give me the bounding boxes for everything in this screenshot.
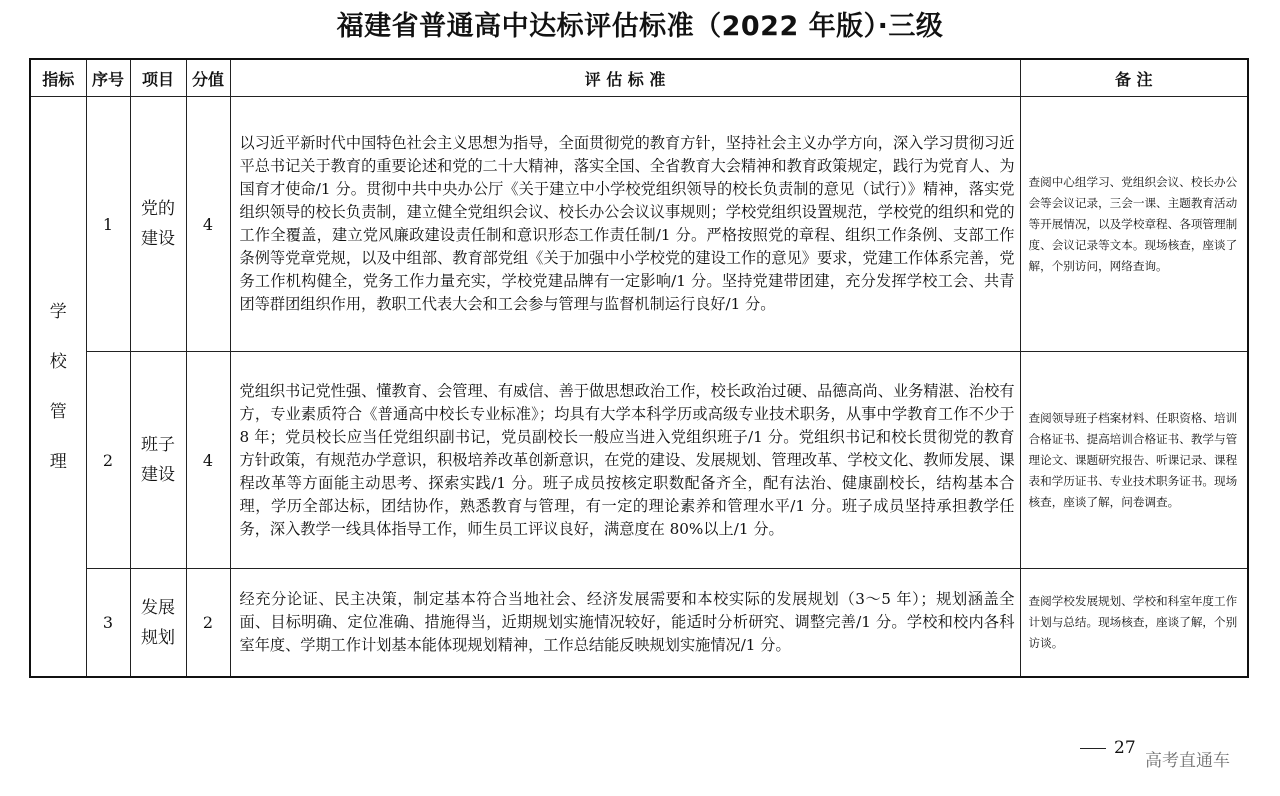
table-header-row <box>30 59 1248 97</box>
page-footer <box>1080 738 1136 758</box>
header-number: 序号 <box>86 59 130 97</box>
row-number: 2 <box>86 352 130 569</box>
table-row <box>30 352 1248 569</box>
row-item: 班子 建设 <box>130 352 186 569</box>
evaluation-table <box>29 58 1249 678</box>
row-criteria: 党组织书记党性强、懂教育、会管理、有威信、善于做思想政治工作，校长政治过硬、品德高尚、业务精湛、治校有方，专业素质符合《普通高中校长专业标准》；均具有大学本科学历或高级专业技术职务，从事中学教育工作不少于 8 年；党员校长应当任党组织副书记，党员副校长一般应当进入党组织班子/1 分。党组织书记和校长贯彻党的教育方针政策，有规范办学意识，积极培养改革创新意识，在党的建设、发展规划、管理改革、学校文化、教师发展、课程改革等方面能主动思考、探索实践/1 分。班子成员按核定职数配备齐全，配有法治、健康副校长，结构基本合理，学历全部达标，团结协作，熟悉教育与管理，有一定的理论素养和管理水平/1 分。班子成员坚持承担教学任务，深入教学一线具体指导工作，师生员工评议良好，满意度在 80%以上/1 分。 <box>230 352 1020 569</box>
footer-dash <box>1080 748 1106 749</box>
row-notes: 查阅中心组学习、党组织会议、校长办公会等会议记录，三会一课、主题教育活动等开展情况，以及学校章程、各项管理制度、会议记录等文本。现场核查，座谈了解，个别访问，网络查询。 <box>1020 97 1248 352</box>
category-cell: 学 校 管 理 <box>30 97 86 678</box>
page-title: 福建省普通高中达标评估标准（2022 年版）·三级 <box>336 11 944 42</box>
row-score: 4 <box>186 352 230 569</box>
table-row <box>30 569 1248 678</box>
row-criteria: 以习近平新时代中国特色社会主义思想为指导，全面贯彻党的教育方针，坚持社会主义办学方向，深入学习贯彻习近平总书记关于教育的重要论述和党的二十大精神，落实全国、全省教育大会精神和教育政策规定，践行为党育人、为国育才使命/1 分。贯彻中共中央办公厅《关于建立中小学校党组织领导的校长负责制的意见（试行）》精神，落实党组织领导的校长负责制，建立健全党组织会议、校长办公会议议事规则；学校党组织设置规范，学校党的组织和党的工作全覆盖，建立党风廉政建设责任制和意识形态工作责任制/1 分。严格按照党的章程、组织工作条例、支部工作条例等党章党规，以及中组部、教育部党组《关于加强中小学校党的建设工作的意见》要求，党建工作体系完善，党务工作机构健全，党务工作力量充实，学校党建品牌有一定影响/1 分。坚持党建带团建，充分发挥学校工会、共青团等群团组织作用，教职工代表大会和工会参与管理与监督机制运行良好/1 分。 <box>230 97 1020 352</box>
header-category: 指标 <box>30 59 86 97</box>
row-number: 3 <box>86 569 130 678</box>
row-criteria: 经充分论证、民主决策，制定基本符合当地社会、经济发展需要和本校实际的发展规划（3～5 年）；规划涵盖全面、目标明确、定位准确、措施得当，近期规划实施情况较好，能适时分析研究、调整完善/1 分。学校和校内各科室年度、学期工作计划基本能体现规划精神，工作总结能反映规划实施情况/1 分。 <box>230 569 1020 678</box>
header-criteria: 评 估 标 准 <box>230 59 1020 97</box>
header-score: 分值 <box>186 59 230 97</box>
row-score: 2 <box>186 569 230 678</box>
row-item: 发展 规划 <box>130 569 186 678</box>
row-notes: 查阅领导班子档案材料、任职资格、培训合格证书、提高培训合格证书、教学与管理论文、课题研究报告、听课记录、课程表和学历证书、专业技术职务证书。现场核查，座谈了解，问卷调查。 <box>1020 352 1248 569</box>
table-row <box>30 97 1248 352</box>
row-score: 4 <box>186 97 230 352</box>
header-item: 项目 <box>130 59 186 97</box>
page-number: 27 <box>1114 738 1136 758</box>
watermark-text: 高考直通车 <box>1145 751 1230 771</box>
row-number: 1 <box>86 97 130 352</box>
header-notes: 备 注 <box>1020 59 1248 97</box>
row-item: 党的 建设 <box>130 97 186 352</box>
row-notes: 查阅学校发展规划、学校和科室年度工作计划与总结。现场核查，座谈了解，个别访谈。 <box>1020 569 1248 678</box>
